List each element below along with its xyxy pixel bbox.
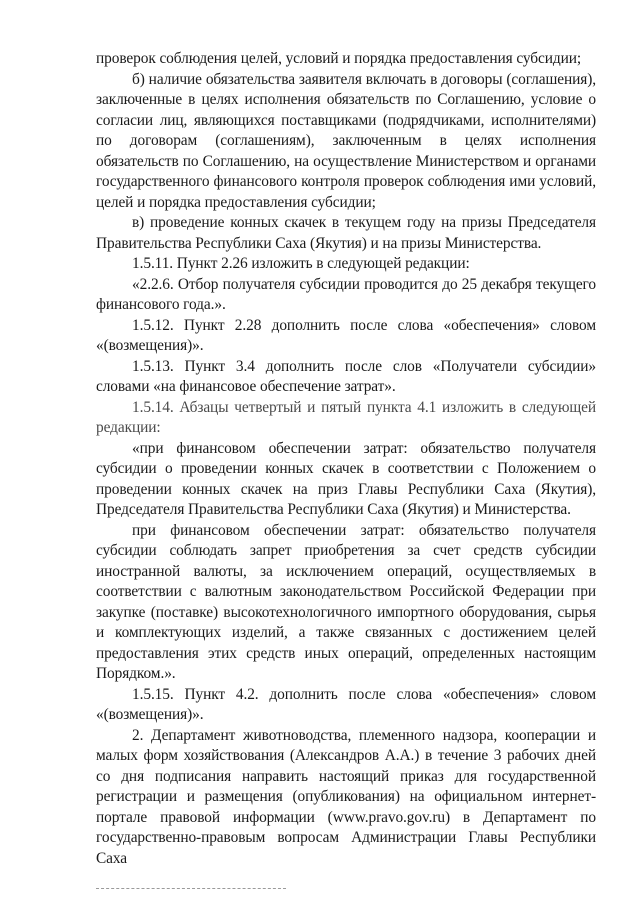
footer-divider xyxy=(96,888,286,889)
paragraph-1-5-14: 1.5.14. Абзацы четвертый и пятый пункта 4.1 изложить в следующей редакции: xyxy=(96,398,596,436)
paragraph-1-5-15: 1.5.15. Пункт 4.2. дополнить после слова «обеспечения» словом «(возмещения)». xyxy=(96,685,596,723)
paragraph-1-5-11: 1.5.11. Пункт 2.26 изложить в следующей редакции: xyxy=(132,255,470,272)
document-body xyxy=(96,49,596,869)
paragraph-quote-obligation-2: при финансовом обеспечении затрат: обязательство получателя субсидии соблюдать запрет приобретения за счет средств субсидии иностранной валюты, за исключением операций, осуществляемых в соответствии с валютным законодательством Российской Федерации при закупке (поставке) высокотехнологичного импортного оборудования, сырья и комплектующих изделий, а также связанных с достижением целей предоставления этих средств иных операций, определенных настоящим Порядком.». xyxy=(96,521,596,682)
paragraph-2-2-6: «2.2.6. Отбор получателя субсидии проводится до 25 декабря текущего финансового года.». xyxy=(96,275,596,313)
paragraph-continuation: проверок соблюдения целей, условий и порядка предоставления субсидии; xyxy=(96,50,582,67)
paragraph-item-b: б) наличие обязательства заявителя включать в договоры (соглашения), заключенные в целях исполнения обязательств по Соглашению, условие о согласии лиц, являющихся поставщиками (подрядчиками, исполнителями) по договорам (соглашениям), заключенным в целях исполнения обязательств по Соглашению, на осуществление Министерством и органами государственного финансового контроля проверок соблюдения ими условий, целей и порядка предоставления субсидии; xyxy=(96,70,596,211)
paragraph-1-5-13: 1.5.13. Пункт 3.4 дополнить после слов «Получатели субсидии» словами «на финансовое обеспечение затрат». xyxy=(96,357,596,395)
paragraph-2-department: 2. Департамент животноводства, племенного надзора, кооперации и малых форм хозяйствования (Александров А.А.) в течение 3 рабочих дней со дня подписания направить настоящий приказ для государственной регистрации и размещения (опубликования) на официальном интернет-портале правовой информации (www.pravo.gov.ru) в Департамент по государственно-правовым вопросам Администрации Главы Республики Саха xyxy=(96,726,596,867)
paragraph-1-5-12: 1.5.12. Пункт 2.28 дополнить после слова «обеспечения» словом «(возмещения)». xyxy=(96,316,596,354)
paragraph-quote-obligation-1: «при финансовом обеспечении затрат: обязательство получателя субсидии о проведении конных скачек в соответствии с Положением о проведении конных скачек на приз Главы Республики Саха (Якутия), Председателя Правительства Республики Саха (Якутия) и Министерства. xyxy=(96,439,596,518)
paragraph-item-v: в) проведение конных скачек в текущем году на призы Председателя Правительства Республики Саха (Якутия) и на призы Министерства. xyxy=(96,214,596,252)
